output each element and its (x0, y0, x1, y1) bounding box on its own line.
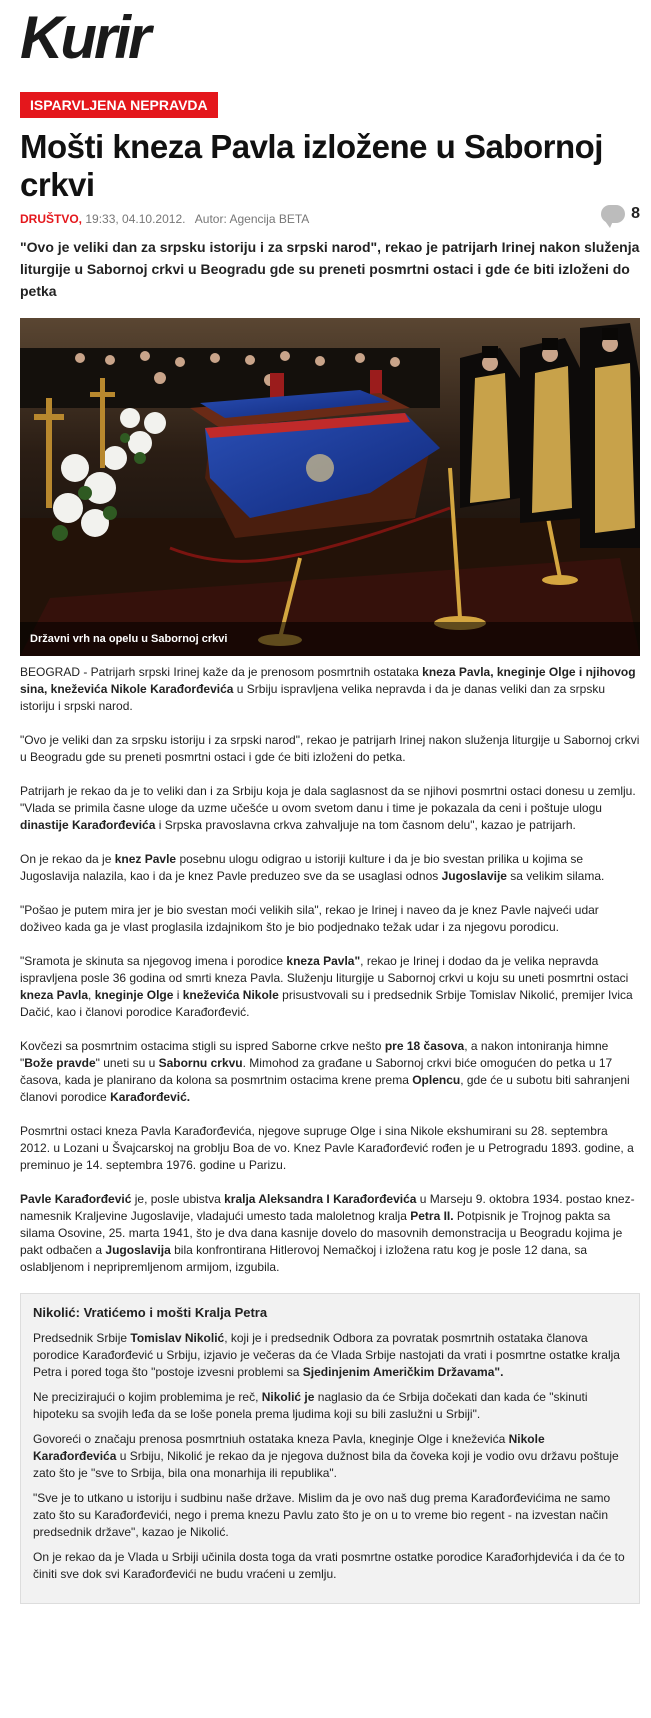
text-run: u Srbiju ispravljena velika nepravda i da je danas veliki dan za srpsku istoriju i srpski narod. (20, 682, 605, 713)
text-run: sa velikim silama. (506, 869, 605, 883)
text-run: i (173, 988, 183, 1002)
text-run: "Sramota je skinuta sa njegovog imena i porodice (20, 954, 287, 968)
bold-text: kneza Pavla" (286, 954, 361, 968)
article-body (20, 664, 640, 1604)
box-paragraph (33, 1389, 627, 1423)
text-run: Kovčezi sa posmrtnim ostacima stigli su ispred Saborne crkve nešto (20, 1039, 385, 1053)
article-meta (20, 211, 309, 227)
text-run: , koji je i predsednik Odbora za povratak posmrtnih ostataka članova porodice Karađorđević u Srbiju, izjavio je večeras da će Vlada Srbije nastojati da vrati i posmrtne ostatke kralja Petra i pored toga što "postoje izvesni problemi sa (33, 1331, 620, 1379)
article-lead: "Ovo je veliki dan za srpsku istoriju i za srpski narod", rekao je patrijarh Irinej nakon služenja liturgije u Sabornoj crkvi u Beogradu gde su preneti posmrtni ostaci i gde će biti izloženi do petka (20, 239, 640, 299)
bold-text: Jugoslavije (441, 869, 507, 883)
text-run: BEOGRAD - Patrijarh srpski Irinej kaže da je prenosom posmrtnih ostataka (20, 665, 423, 679)
article-title: Mošti kneza Pavla izložene u Sabornoj crkvi (20, 128, 603, 203)
bold-text: kralja Aleksandra I Karađorđevića (224, 1192, 417, 1206)
comment-bubble-icon (601, 205, 625, 223)
related-box-paragraphs (33, 1330, 627, 1583)
article-author: Autor: Agencija BETA (194, 212, 310, 226)
article-paragraphs (20, 664, 640, 1276)
text-run: On je rekao da je Vlada u Srbiji učinila dosta toga da vrati posmrtne ostatke porodice Karađorhjdevića i da će to činiti sve dok svi Karađorđevići ne budu vraćeni u zemlju. (33, 1550, 625, 1581)
box-paragraph (33, 1490, 627, 1541)
comments-count: 8 (631, 205, 640, 222)
bold-text: kneževića Nikole (182, 988, 279, 1002)
kurir-logo[interactable]: Kurir (20, 4, 149, 71)
article-photo[interactable] (20, 318, 640, 656)
category-link[interactable]: DRUŠTVO, (20, 212, 83, 226)
box-paragraph (33, 1549, 627, 1583)
bold-text: kneza Pavla, kneginje Olge i njihovog sina, kneževića Nikole Karađorđevića (20, 665, 636, 696)
bold-text: Oplencu (412, 1073, 461, 1087)
text-run: bila konfrontirana Hitlerovoj Nemačkoj i izložena ratu kog je posle 12 dana, sa oslabljenom i nepripremljenom armijom, izgubila. (20, 1243, 588, 1274)
bold-text: Nikolić je (261, 1390, 315, 1404)
text-run: naglasio da će Srbija dočekati dan kada će "skinuti hipoteku sa svojih leđa da se loše ponela prema ljudima koji su bili zaslužni u Srbiji". (33, 1390, 588, 1421)
text-run: posebnu ulogu odigrao u istoriji kulture i da je bio svestan prilika u kojima se Jugoslavija nalazila, kao i da je knez Pavle preduzeo sve da se usaglasi odnos (20, 852, 584, 883)
body-paragraph (20, 1191, 640, 1276)
body-paragraph (20, 783, 640, 834)
bold-text: Bože pravde (24, 1056, 96, 1070)
body-paragraph (20, 1038, 640, 1106)
bold-text: Nikole Karađorđevića (33, 1432, 545, 1463)
text-run: Posmrtni ostaci kneza Pavla Karađorđevića, njegove supruge Olge i sina Nikole ekshumirani su 28. septembra 2012. u Lozani u Švajcarskoj na groblju Boa de vo. Knez Pavle Karađorđević rođen je u Petrogradu 1893. godine, a preminuo je 14. septembra 1976. godine u Parizu. (20, 1124, 634, 1172)
text-run: u Srbiju, Nikolić je rekao da je njegova dužnost bila da čoveka koji je vodio ovu državu poštuje zato što je "sve to Srbija, bila ona monarhija ili republika". (33, 1449, 619, 1480)
text-run: Ne precizirajući o kojim problemima je reč, (33, 1390, 262, 1404)
text-run: , gde će u subotu biti sahranjeni članovi porodice (20, 1073, 630, 1104)
body-paragraph (20, 664, 640, 715)
text-run: "Pošao je putem mira jer je bio svestan moći velikih sila", rekao je Irinej i naveo da je knez Pavle najveći udar doživeo kada ga je vlast proglasila izdajnikom što je bio podjednako težak udar i za njegovu porodicu. (20, 903, 599, 934)
bold-text: knez Pavle (114, 852, 177, 866)
body-paragraph (20, 902, 640, 936)
bold-text: Karađorđević. (110, 1090, 191, 1104)
bold-text: Pavle Karađorđević (20, 1192, 132, 1206)
bold-text: Tomislav Nikolić (130, 1331, 225, 1345)
funeral-scene-image (20, 318, 640, 656)
text-run: , rekao je Irinej i dodao da je velika nepravda ispravljena posle 36 godina od smrti kneza Pavla. Služenju liturgije u Sabornoj crkvi u koju su uneti posmrtni ostaci (20, 954, 629, 985)
text-run: Patrijarh je rekao da je to veliki dan i za Srbiju koja je dala saglasnost da se njihovi posmrtni ostaci donesu u zemlju. "Vlada se primila časne uloge da uzme učešće u ovom svetom danu i time je pokazala da ceni i poštuje ulogu (20, 784, 636, 815)
body-paragraph (20, 953, 640, 1021)
topic-tag[interactable]: ISPARVLJENA NEPRAVDA (20, 92, 218, 118)
related-box (20, 1293, 640, 1604)
photo-caption: Državni vrh na opelu u Sabornoj crkvi (20, 622, 640, 656)
bold-text: kneginje Olge (94, 988, 174, 1002)
text-run: u Marseju 9. oktobra 1934. postao knez-namesnik Kraljevine Jugoslavije, vladajući umesto tada maloletnog kralja (20, 1192, 635, 1223)
box-paragraph (33, 1330, 627, 1381)
comments-link[interactable] (601, 205, 640, 223)
text-run: je, posle ubistva (131, 1192, 225, 1206)
text-run: Govoreći o značaju prenosa posmrtniuh ostataka kneza Pavla, kneginje Olge i kneževića (33, 1432, 509, 1446)
text-run: . Mimohod za građane u Sabornoj crkvi biće omogućen do petka u 17 časova, kada je planirano da kolona sa posmrtnim ostacima krene prema (20, 1056, 613, 1087)
text-run: , (88, 988, 95, 1002)
bold-text: dinastije Karađorđevića (20, 818, 156, 832)
bold-text: kneza Pavla (20, 988, 89, 1002)
related-box-title: Nikolić: Vratićemo i mošti Kralja Petra (33, 1305, 268, 1320)
bold-text: Sabornu crkvu (158, 1056, 243, 1070)
text-run: i Srpska pravoslavna crkva zahvaljuje na tom časnom delu", kazao je patrijarh. (155, 818, 576, 832)
bold-text: Jugoslavija (105, 1243, 171, 1257)
body-paragraph (20, 1123, 640, 1174)
text-run: "Ovo je veliki dan za srpsku istoriju i za srpski narod", rekao je patrijarh Irinej nakon služenja liturgije u Sabornoj crkvi u Beogradu gde su preneti posmrtni ostaci i gde će biti izloženi do petka. (20, 733, 640, 764)
text-run: , a nakon intoniranja himne " (20, 1039, 609, 1070)
text-run: "Sve je to utkano u istoriju i sudbinu naše države. Mislim da je ovo naš dug prema Karađorđevićima ne samo zato što su Karađorđevići, nego i prema knezu Pavlu zato što je on u to vreme bio regent - na izvestan način predsednik države", kazao je Nikolić. (33, 1491, 611, 1539)
body-paragraph (20, 851, 640, 885)
publish-datetime: 19:33, 04.10.2012. (85, 212, 186, 226)
bold-text: Sjedinjenim Američkim Državama". (302, 1365, 504, 1379)
text-run: " uneti su u (95, 1056, 159, 1070)
bold-text: pre 18 časova (384, 1039, 465, 1053)
text-run: On je rekao da je (20, 852, 115, 866)
bold-text: Petra II. (410, 1209, 454, 1223)
box-paragraph (33, 1431, 627, 1482)
text-run: Potpisnik je Trojnog pakta sa silama Osovine, 25. marta 1941, što je dva dana kasnije dovelo do masovnih demonstracija u Beogradu kojima je pakt odbačen a (20, 1209, 623, 1257)
text-run: Predsednik Srbije (33, 1331, 131, 1345)
text-run: prisustvovali su i predsednik Srbije Tomislav Nikolić, premijer Ivica Dačić, kao i članovi porodice Karađorđević. (20, 988, 633, 1019)
body-paragraph (20, 732, 640, 766)
